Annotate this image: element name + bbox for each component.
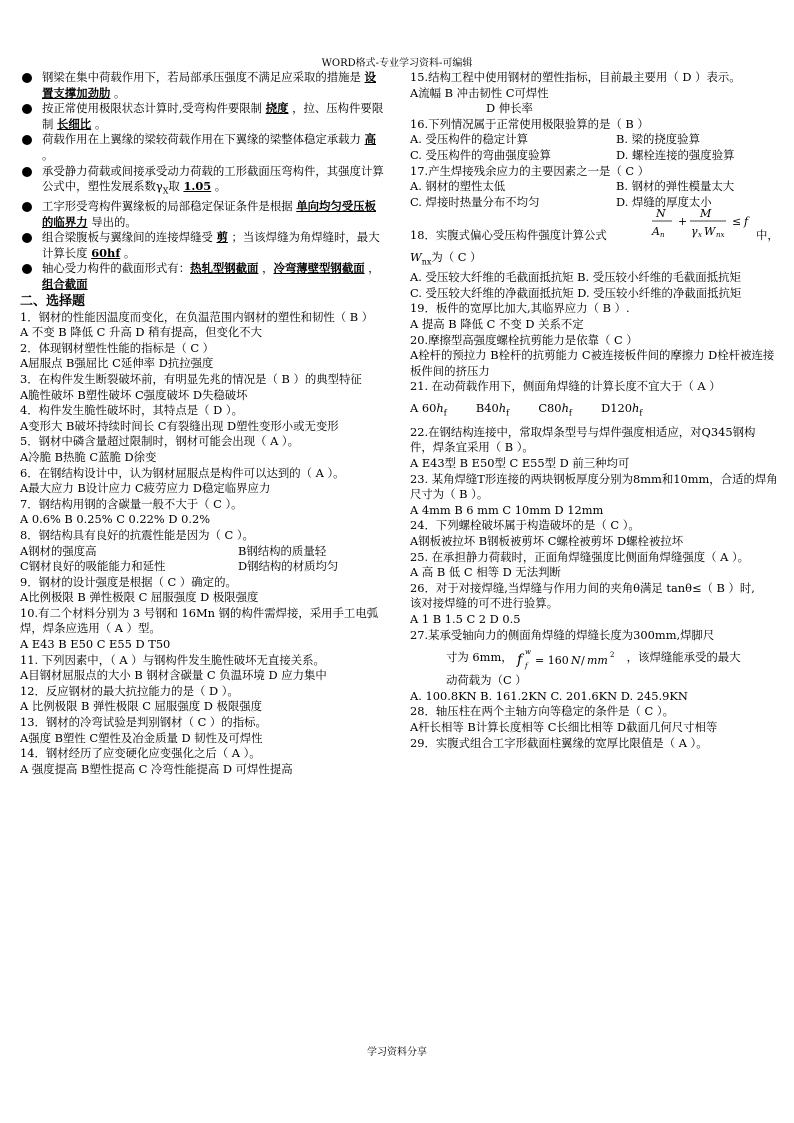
bullet-item-5: 工字形受弯构件翼缘板的局部稳定保证条件是根据 单向均匀受压板的临界力 导出的。 [20,199,386,230]
options-22: A E43型 B E50型 C E55型 D 前三种均可 [410,456,630,471]
question-15: 15.结构工程中使用钢材的塑性指标，目前最主要用（ D ）表示。 [410,70,741,84]
svg-text:nx: nx [716,231,725,240]
question-20: 20.摩擦型高强度螺栓抗剪能力是依靠（ C ） [410,332,638,347]
bullet-item-6: 组合梁腹板与翼缘间的连接焊缝受 剪 ；当该焊缝为角焊缝时，最大计算长度 60hf 。 [20,230,386,261]
options-14: A 强度提高 B塑性提高 C 冷弯性能提高 D 可焊性提高 [20,761,293,776]
options-18a: A. 受压较大纤维的毛截面抵抗矩 B. 受压较小纤维的毛截面抵抗矩 [410,270,741,285]
question-26-line2: 该对接焊缝的可不进行验算。 [410,596,559,611]
question-2: 2．体现钢材塑性性能的指标是（ C ） [20,340,215,355]
left-column [20,70,386,777]
question-27: 27.某承受轴向力的侧面角焊缝的焊缝长度为300mm,焊脚尺 [410,627,715,642]
question-11: 11. 下列因素中，（ A ）与钢构件发生脆性破坏无直接关系。 [20,652,325,667]
options-17: A. 钢材的塑性太低 B. 钢材的弹性模量太大 C. 焊接时热量分布不均匀 D. 焊缝的厚度太小 [410,179,735,209]
answer-blank: 冷弯薄壁型钢截面 [273,261,365,276]
question-14: 14．钢材经历了应变硬化应变强化之后（ A ）。 [20,746,261,761]
question-19: 19．板件的宽厚比加大,其临界应力（ B ）. [410,301,630,316]
options-26: A 1 B 1.5 C 2 D 0.5 [410,611,521,626]
options-18b: C. 受压较大纤维的净截面抵抗矩 D. 受压较小纤维的净截面抵抗矩 [410,285,742,300]
options-20: A栓杆的预拉力 B栓杆的抗剪能力 C被连接板件间的摩擦力 D栓杆被连接板件间的挤压力 [410,348,775,378]
question-16: 16.下列情况属于正常使用极限验算的是（ B ） [410,116,649,131]
question-17: 17.产生焊接残余应力的主要因素之一是（ C ） [410,163,650,178]
options-9: A比例极限 B 弹性极限 C 屈服强度 D 极限强度 [20,590,259,605]
answer-blank: 热轧型钢截面 [190,261,259,276]
question-25: 25. 在承担静力荷载时，正面角焊缝强度比侧面角焊缝强度（ A ）。 [410,549,750,564]
section-title: 二、选择题 [20,293,86,309]
question-29: 29．实腹式组合工字形截面柱翼缘的宽厚比限值是（ A ）。 [410,735,708,750]
svg-text:N: N [656,207,666,221]
question-26: 26．对于对接焊缝,当焊缝与作用力间的夹角θ满足 tanθ≤（ B ）时, [410,580,755,595]
options-15a: A流幅 B 冲击韧性 C可焊性 [410,85,549,100]
answer-blank: 挠度 [265,101,289,116]
svg-text:x: x [698,231,702,240]
question-18: N A n + M γ x W nx ≤ f 18．实腹式偏心受压构件强度计算公式 中， [410,210,778,250]
svg-text:W: W [704,225,716,239]
svg-text:= 160: = 160 [534,654,569,668]
question-3: 3．在构件发生断裂破坏前，有明显先兆的情况是（ B ）的典型特征 [20,371,362,386]
svg-text:f: f [516,652,522,669]
options-8: A钢材的强度高 B钢结构的质量轻 C钢材良好的吸能能力和延性 D钢结构的材质均匀 [20,543,339,574]
question-21: 21. 在动荷载作用下，侧面角焊缝的计算长度不宜大于（ A ） [410,379,721,394]
question-8: 8．钢结构具有良好的抗震性能是因为（ C ）。 [20,527,254,542]
options-7: A 0.6% B 0.25% C 0.22% D 0.2% [20,512,211,527]
svg-text:+: + [678,215,688,229]
options-21: A $60h_f$ $B40h_f$ $C80h_f$ $D120h_f$ [410,400,643,418]
bullet-item-4: 承受静力荷载或间接承受动力荷载的工形截面压弯构件，其强度计算公式中，塑性发展系数$\gamma_X$取 1.05 。 [20,164,386,199]
question-27-line2: 寸为 6mm， f w f = 160 N / mm 2 ，该焊缝能承受的最大 [410,643,778,673]
page-header: WORD格式-专业学习资料-可编辑 [321,58,473,69]
svg-text:w: w [524,648,531,657]
answer-blank: 60hf [91,245,121,260]
answer-blank: 设置支撑加劲肋 [42,70,376,100]
svg-text:N: N [570,654,581,668]
svg-text:2: 2 [609,651,615,660]
options-11: A目钢材屈服点的大小 B 钢材含碳量 C 负温环境 D 应力集中 [20,668,327,683]
options-13: A强度 B塑性 C塑性及冶金质量 D 韧性及可焊性 [20,730,263,745]
options-2: A屈服点 B强屈比 C延伸率 D抗拉强度 [20,356,214,371]
options-6: A最大应力 B设计应力 C疲劳应力 D稳定临界应力 [20,481,271,496]
question-18-tail: $W_{nx}$为（ C ） [410,250,482,267]
page-footer: 学习资料分享 [367,1047,427,1058]
bullet-item-1: 钢梁在集中荷载作用下，若局部承压强度不满足应采取的措施是 设置支撑加劲肋 。 [20,70,386,101]
bullet-item-3: 荷载作用在上翼缘的梁较荷载作用在下翼缘的梁整体稳定承载力 高 。 [20,132,386,163]
question-6: 6．在钢结构设计中，认为钢材屈服点是构件可以达到的（ A ）。 [20,465,345,480]
question-4: 4．构件发生脆性破坏时，其特点是（ D ）。 [20,403,243,418]
options-24: A钢板被拉坏 B钢板被剪坏 C螺栓被剪坏 D螺栓被拉坏 [410,534,684,548]
options-10: A E43 B E50 C E55 D T50 [20,637,171,652]
answer-blank: 单向均匀受压板的临界力 [42,199,376,229]
options-23: A 4mm B 6 mm C 10mm D 12mm [410,502,604,517]
bullet-item-7: 轴心受力构件的截面形式有：热轧型钢截面 ，冷弯薄壁型钢截面 ，组合截面 [20,261,386,292]
options-3: A脆性破坏 B塑性破坏 C强度破坏 D失稳破坏 [20,387,248,402]
options-19: A 提高 B 降低 C 不变 D 关系不定 [410,317,584,331]
answer-blank: 长细比 [57,116,92,131]
svg-text:f: f [524,662,528,671]
question-23: 23. 某角焊缝T形连接的两块钢板厚度分别为8mm和10mm，合适的焊角尺寸为（ B ）。 [410,471,778,502]
question-1: 1．钢材的性能因温度而变化，在负温范围内钢材的塑性和韧性（ B ） [20,309,374,324]
svg-text:M: M [700,207,712,221]
options-27: A. 100.8KN B. 161.2KN C. 201.6KN D. 245.9KN [410,688,688,703]
options-16: A. 受压构件的稳定计算 B. 梁的挠度验算 C. 受压构件的弯曲强度验算 D. 螺栓连接的强度验算 [410,132,735,162]
answer-blank: 剪 [216,230,228,245]
question-22: 22.在钢结构连接中，常取焊条型号与焊件强度相适应，对Q345钢构件，焊条宜采用（ B ）。 [410,424,756,455]
svg-text:n: n [660,231,665,240]
options-15b: D 伸长率 [486,101,533,116]
right-column [410,70,778,751]
svg-text:≤: ≤ [732,215,742,229]
question-5: 5．钢材中磷含量超过限制时，钢材可能会出现（ A ）。 [20,434,300,449]
strength-formula [648,204,758,242]
question-9: 9．钢材的设计强度是根据（ C ）确定的。 [20,574,237,589]
svg-text:/: / [580,654,585,668]
options-28: A杆长相等 B计算长度相等 C长细比相等 D截面几何尺寸相等 [410,719,718,734]
weld-strength-formula [515,644,625,672]
question-10: 10.有二个材料分别为 3 号钢和 16Mn 钢的构件需焊接，采用手工电弧焊，焊条应选用（ A ）型。 [20,605,379,636]
question-12: 12．反应钢材的最大抗拉能力的是（ D ）。 [20,683,239,698]
question-28: 28．轴压柱在两个主轴方向等稳定的条件是（ C ）。 [410,704,674,719]
options-1: A 不变 B 降低 C 升高 D 稍有提高，但变化不大 [20,325,263,340]
svg-text:f: f [744,215,749,229]
options-4: A变形大 B破坏持续时间长 C有裂缝出现 D塑性变形小或无变形 [20,418,339,433]
question-24: 24．下列螺栓破坏属于构造破坏的是（ C ）。 [410,518,640,533]
svg-text:A: A [652,225,660,239]
options-25: A 高 B 低 C 相等 D 无法判断 [410,565,561,580]
question-13: 13．钢材的冷弯试验是判别钢材（ C ）的指标。 [20,715,267,730]
svg-text:mm: mm [586,654,608,668]
answer-blank: 高 [364,132,376,147]
svg-text:γ: γ [691,225,698,239]
options-12: A 比例极限 B 弹性极限 C 屈服强度 D 极限强度 [20,699,263,714]
answer-blank: 组合截面 [42,277,88,291]
options-5: A冷脆 B热脆 C蓝脆 D徐变 [20,449,157,464]
question-7: 7．钢结构用钢的含碳量一般不大于（ C ）。 [20,496,243,511]
answer-blank: 1.05 [183,179,212,194]
question-27-line3: 动荷载为（C ） [446,673,527,688]
bullet-item-2: 按正常使用极限状态计算时,受弯构件要限制 挠度 ，拉、压构件要限制 长细比 。 [20,101,386,132]
